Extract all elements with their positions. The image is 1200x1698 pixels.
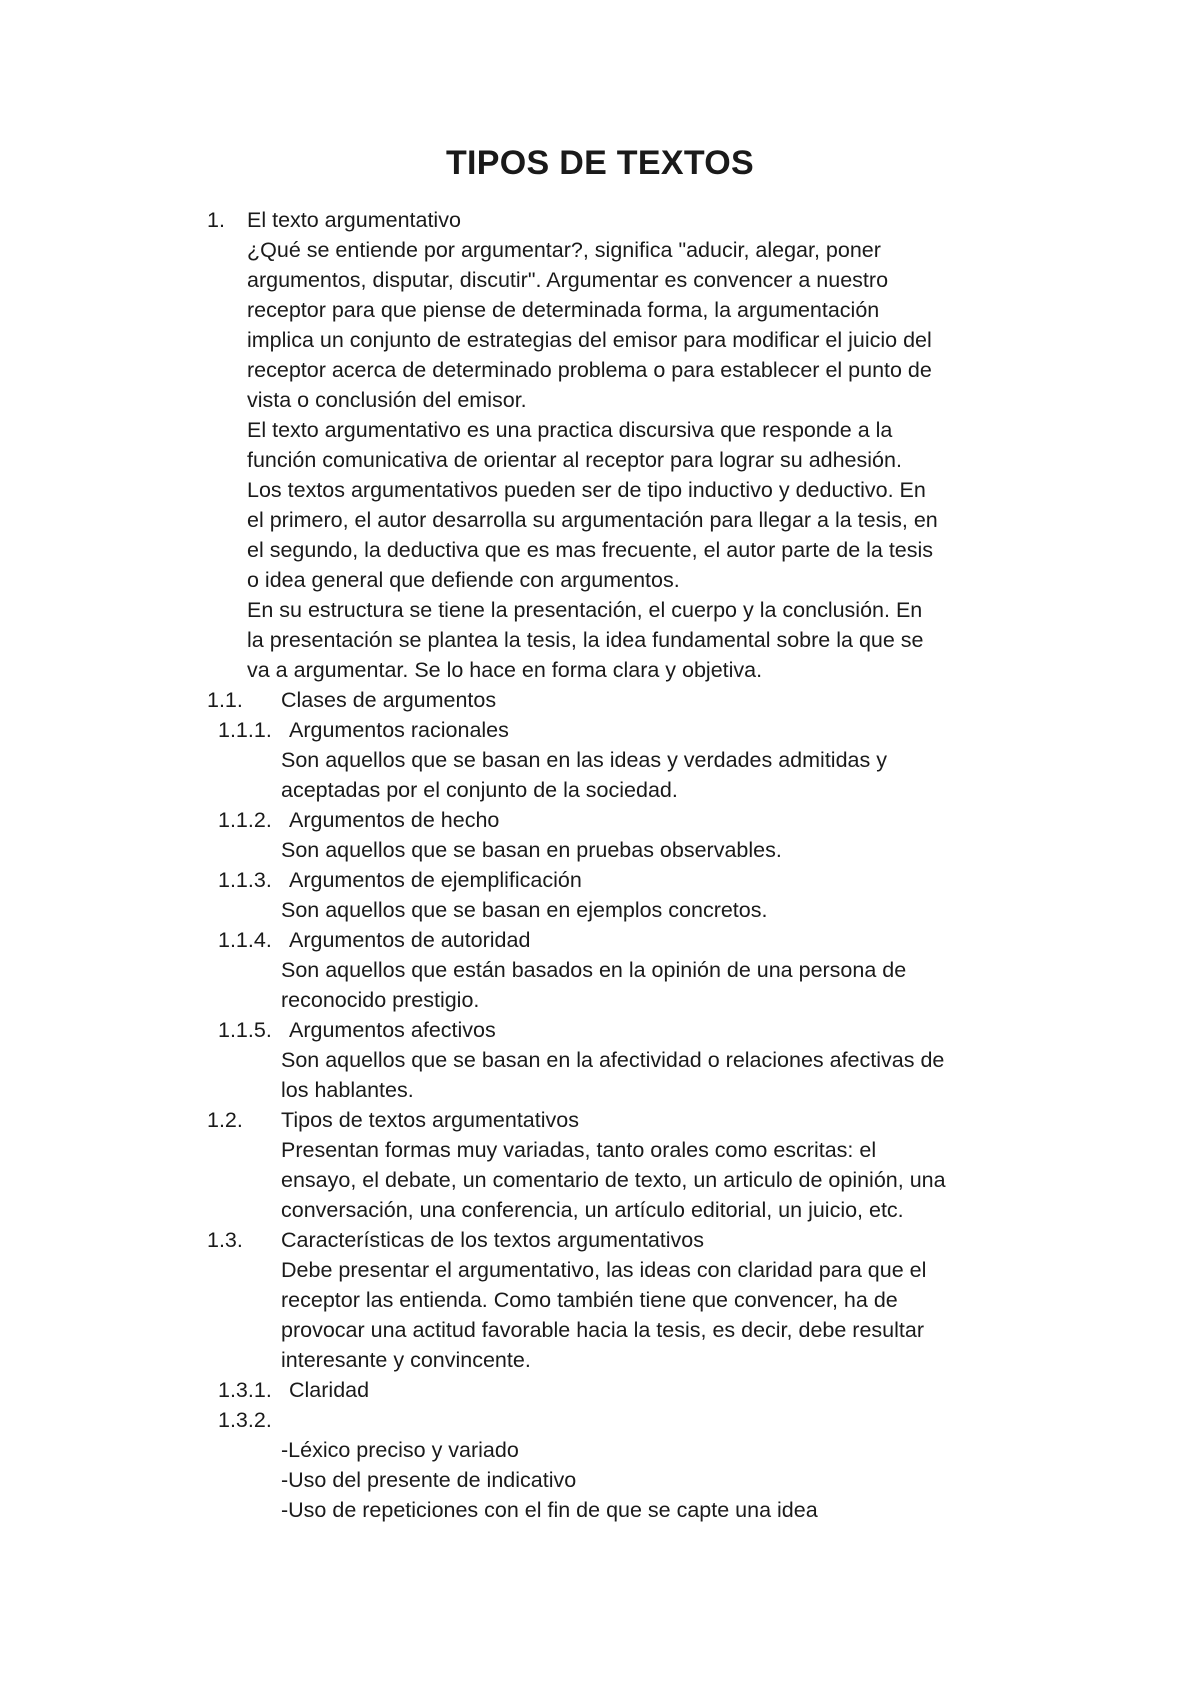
paragraph-line: vista o conclusión del emisor. xyxy=(247,388,527,412)
paragraph-line: ensayo, el debate, un comentario de texto, un articulo de opinión, una xyxy=(281,1168,946,1192)
paragraph-line: reconocido prestigio. xyxy=(281,988,480,1012)
subsubsection-number: 1.3.1. xyxy=(218,1378,272,1402)
subsection-heading: Características de los textos argumentativos xyxy=(281,1228,705,1252)
subsection-heading: Tipos de textos argumentativos xyxy=(281,1108,579,1132)
subsubsection-heading: Claridad xyxy=(289,1378,370,1402)
paragraph-line: Son aquellos que están basados en la opinión de una persona de xyxy=(281,958,907,982)
list-item: -Léxico preciso y variado xyxy=(281,1438,519,1462)
paragraph-line: provocar una actitud favorable hacia la tesis, es decir, debe resultar xyxy=(281,1318,924,1342)
paragraph-line: Son aquellos que se basan en las ideas y verdades admitidas y xyxy=(281,748,887,772)
subsection-number: 1.2. xyxy=(207,1108,243,1132)
paragraph-line: Presentan formas muy variadas, tanto orales como escritas: el xyxy=(281,1138,877,1162)
paragraph-line: receptor acerca de determinado problema o para establecer el punto de xyxy=(247,358,932,382)
paragraph-line: los hablantes. xyxy=(281,1078,414,1102)
paragraph-line: función comunicativa de orientar al receptor para lograr su adhesión. xyxy=(247,448,902,472)
paragraph-line: va a argumentar. Se lo hace en forma clara y objetiva. xyxy=(247,658,763,682)
subsubsection-number: 1.3.2. xyxy=(218,1408,272,1432)
paragraph-line: conversación, una conferencia, un artículo editorial, un juicio, etc. xyxy=(281,1198,904,1222)
paragraph-line: Son aquellos que se basan en ejemplos concretos. xyxy=(281,898,768,922)
paragraph-line: receptor para que piense de determinada forma, la argumentación xyxy=(247,298,880,322)
paragraph-line: o idea general que defiende con argumentos. xyxy=(247,568,680,592)
paragraph-line: receptor las entienda. Como también tiene que convencer, ha de xyxy=(281,1288,898,1312)
paragraph-line: Debe presentar el argumentativo, las ideas con claridad para que el xyxy=(281,1258,927,1282)
paragraph-line: argumentos, disputar, discutir". Argumentar es convencer a nuestro xyxy=(247,268,889,292)
subsubsection-number: 1.1.1. xyxy=(218,718,272,742)
paragraph-line: aceptadas por el conjunto de la sociedad. xyxy=(281,778,678,802)
subsubsection-number: 1.1.3. xyxy=(218,868,272,892)
paragraph-line: Son aquellos que se basan en pruebas observables. xyxy=(281,838,782,862)
paragraph-line: implica un conjunto de estrategias del emisor para modificar el juicio del xyxy=(247,328,932,352)
paragraph-line: el segundo, la deductiva que es mas frecuente, el autor parte de la tesis xyxy=(247,538,934,562)
subsubsection-heading: Argumentos afectivos xyxy=(289,1018,496,1042)
page-title: TIPOS DE TEXTOS xyxy=(445,144,755,182)
subsubsection-heading: Argumentos de ejemplificación xyxy=(289,868,582,892)
section-number: 1. xyxy=(207,208,225,232)
list-item: -Uso de repeticiones con el fin de que se capte una idea xyxy=(281,1498,818,1522)
subsubsection-heading: Argumentos de hecho xyxy=(289,808,500,832)
subsubsection-number: 1.1.5. xyxy=(218,1018,272,1042)
paragraph-line: El texto argumentativo es una practica discursiva que responde a la xyxy=(247,418,893,442)
paragraph-line: ¿Qué se entiende por argumentar?, significa "aducir, alegar, poner xyxy=(247,238,881,262)
subsection-number: 1.3. xyxy=(207,1228,243,1252)
paragraph-line: Los textos argumentativos pueden ser de tipo inductivo y deductivo. En xyxy=(247,478,926,502)
paragraph-line: interesante y convincente. xyxy=(281,1348,531,1372)
subsubsection-number: 1.1.2. xyxy=(218,808,272,832)
subsubsection-number: 1.1.4. xyxy=(218,928,272,952)
list-item: -Uso del presente de indicativo xyxy=(281,1468,577,1492)
paragraph-line: el primero, el autor desarrolla su argumentación para llegar a la tesis, en xyxy=(247,508,938,532)
paragraph-line: la presentación se plantea la tesis, la idea fundamental sobre la que se xyxy=(247,628,924,652)
subsubsection-heading: Argumentos de autoridad xyxy=(289,928,531,952)
subsection-number: 1.1. xyxy=(207,688,243,712)
section-heading: El texto argumentativo xyxy=(247,208,461,232)
subsection-heading: Clases de argumentos xyxy=(281,688,497,712)
paragraph-line: Son aquellos que se basan en la afectividad o relaciones afectivas de xyxy=(281,1048,945,1072)
paragraph-line: En su estructura se tiene la presentación, el cuerpo y la conclusión. En xyxy=(247,598,923,622)
subsubsection-heading: Argumentos racionales xyxy=(289,718,509,742)
